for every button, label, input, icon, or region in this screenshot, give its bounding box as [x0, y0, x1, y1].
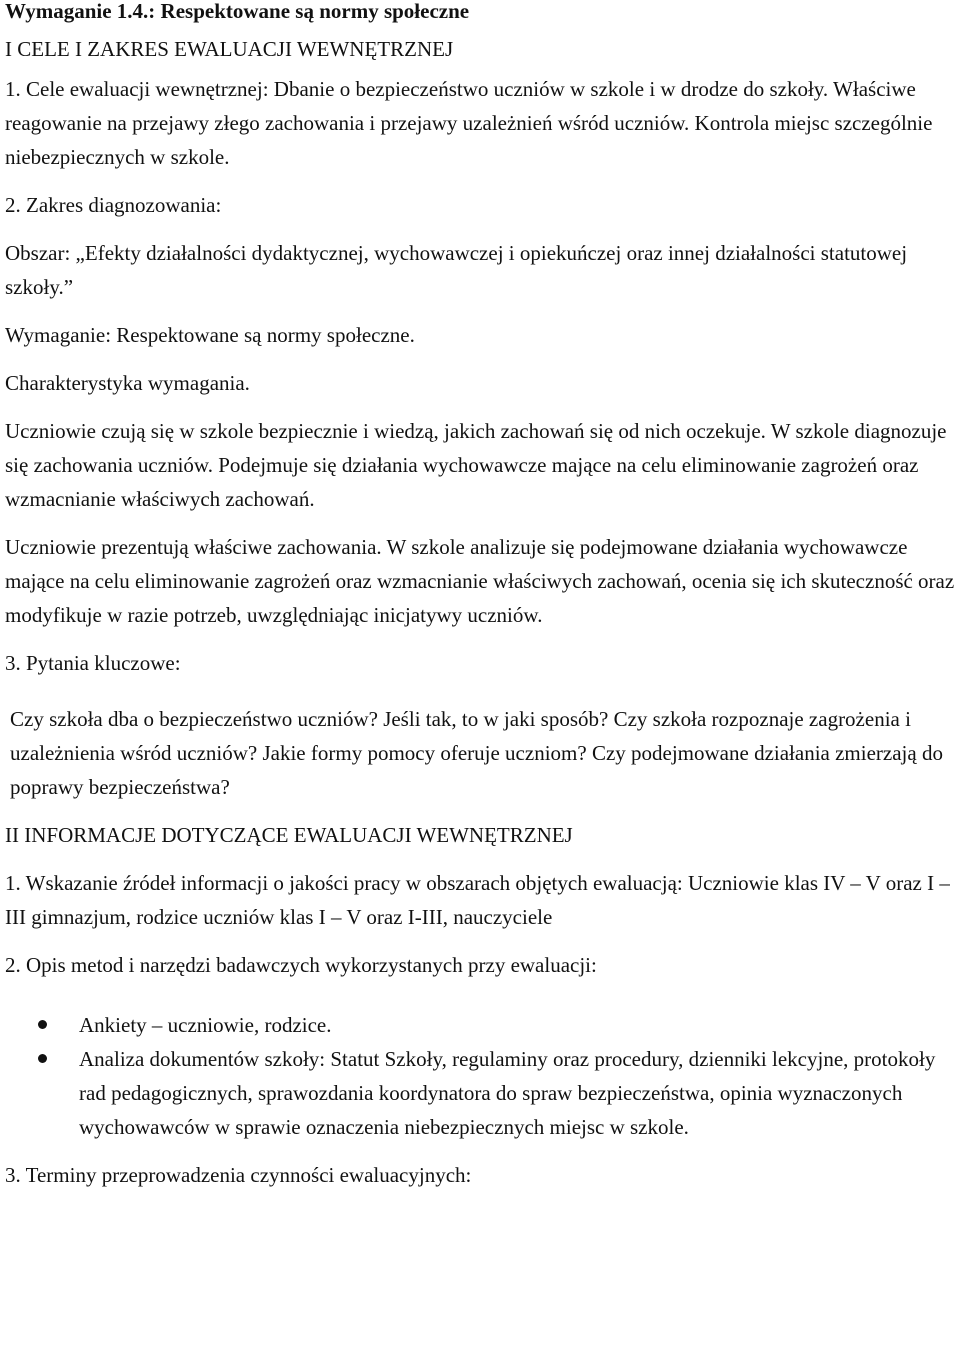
information-sources-paragraph: 1. Wskazanie źródeł informacji o jakości pracy w obszarach objętych ewaluacją: Uczniowie klas IV – V oraz I –III gimnazjum, rodzice uczniów klas I – V oraz I-III, nauczyciele	[5, 871, 950, 929]
key-questions-paragraph: Czy szkoła dba o bezpieczeństwo uczniów? Jeśli tak, to w jaki sposób? Czy szkoła rozpoznaje zagrożenia i uzależnienia wśród uczniów? Jakie formy pomocy oferuje uczniom? Czy podejmowane działania zmierzają do poprawy bezpieczeństwa?	[10, 707, 943, 799]
key-questions-heading: 3. Pytania kluczowe:	[5, 651, 181, 675]
document-page	[5, 0, 957, 1192]
list-item-text: Ankiety – uczniowie, rodzice.	[79, 1013, 332, 1037]
document-title: Wymaganie 1.4.: Respektowane są normy społeczne	[5, 0, 470, 23]
list-item	[5, 1008, 957, 1042]
section-heading-goals: I CELE I ZAKRES EWALUACJI WEWNĘTRZNEJ	[5, 37, 454, 61]
characteristic-heading: Charakterystyka wymagania.	[5, 371, 250, 395]
methods-list	[5, 1008, 957, 1144]
requirement-line: Wymaganie: Respektowane są normy społeczne.	[5, 323, 415, 347]
characteristic-paragraph-1: Uczniowie czują się w szkole bezpiecznie i wiedzą, jakich zachowań się od nich oczekuje. W szkole diagnozuje się zachowania uczniów. Podejmuje się działania wychowawcze mające na celu eliminowanie zagrożeń oraz wzmacnianie właściwych zachowań.	[5, 419, 947, 511]
section-heading-info: II INFORMACJE DOTYCZĄCE EWALUACJI WEWNĘTRZNEJ	[5, 823, 573, 847]
bullet-icon	[38, 1054, 47, 1063]
list-item	[5, 1042, 957, 1144]
terms-heading: 3. Terminy przeprowadzenia czynności ewaluacyjnych:	[5, 1163, 472, 1187]
characteristic-paragraph-2: Uczniowie prezentują właściwe zachowania. W szkole analizuje się podejmowane działania wychowawcze mające na celu eliminowanie zagrożeń oraz wzmacnianie właściwych zachowań, ocenia się ich skuteczność oraz modyfikuje w razie potrzeb, uwzględniając inicjatywy uczniów.	[5, 535, 955, 627]
scope-heading: 2. Zakres diagnozowania:	[5, 193, 222, 217]
area-paragraph: Obszar: „Efekty działalności dydaktycznej, wychowawczej i opiekuńczej oraz innej działalności statutowej szkoły.”	[5, 241, 908, 299]
bullet-icon	[38, 1020, 47, 1029]
methods-heading: 2. Opis metod i narzędzi badawczych wykorzystanych przy ewaluacji:	[5, 953, 597, 977]
goals-paragraph: 1. Cele ewaluacji wewnętrznej: Dbanie o bezpieczeństwo uczniów w szkole i w drodze do szkoły. Właściwe reagowanie na przejawy złego zachowania i przejawy uzależnień wśród uczniów. Kontrola miejsc szczególnie niebezpiecznych w szkole.	[5, 77, 933, 169]
list-item-text: Analiza dokumentów szkoły: Statut Szkoły, regulaminy oraz procedury, dzienniki lekcyjne, protokoły rad pedagogicznych, sprawozdania koordynatora do spraw bezpieczeństwa, opinia wyznaczonych wychowawców w sprawie oznaczenia niebezpiecznych miejsc w szkole.	[79, 1047, 936, 1139]
